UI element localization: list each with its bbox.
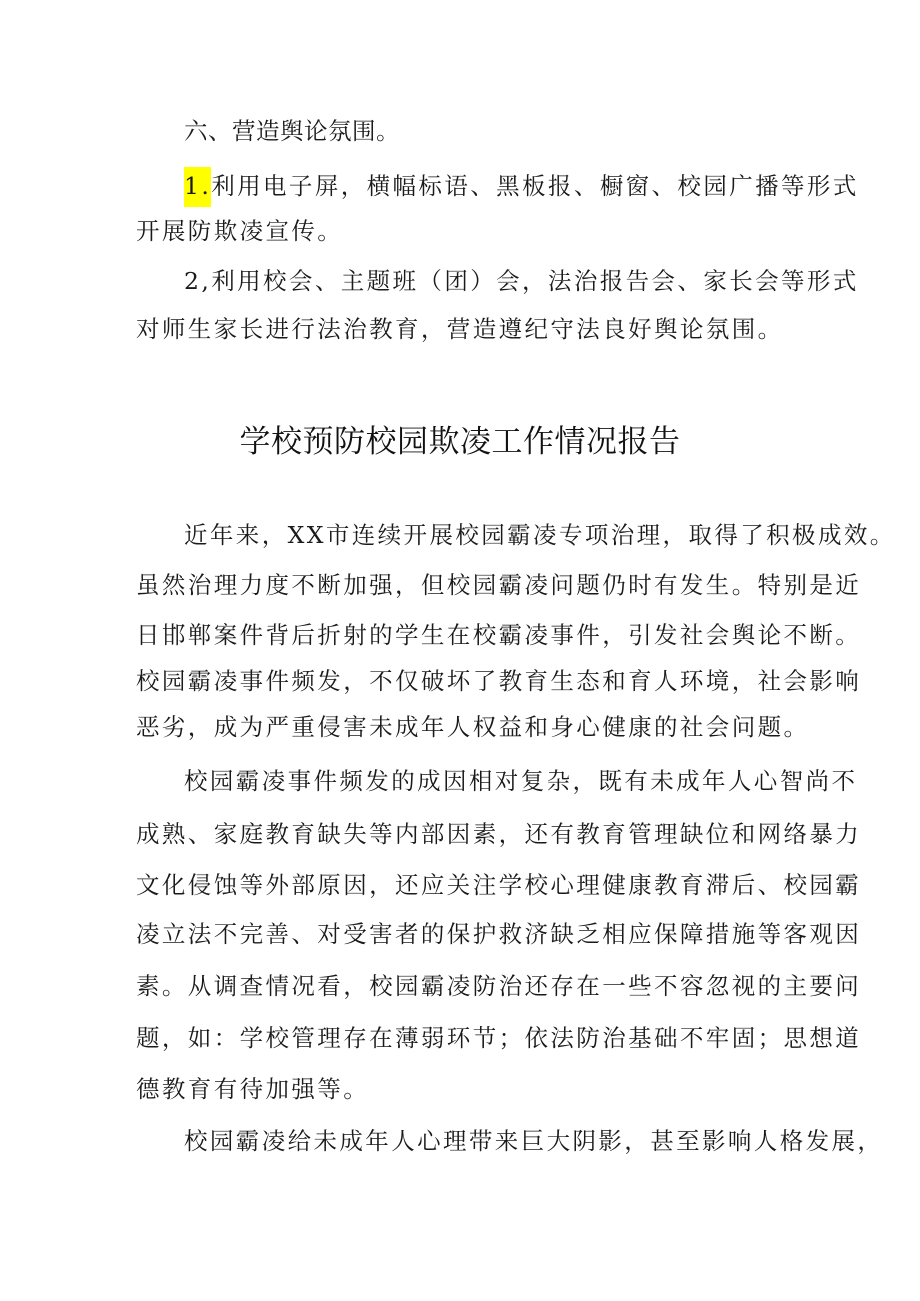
item-1-line-2: 开展防欺凌宣传。 bbox=[136, 217, 344, 245]
paragraph-1-line-3: 日邯郸案件背后折射的学生在校霸凌事件，引发社会舆论不断。 bbox=[136, 621, 862, 649]
item-1-line-1 bbox=[184, 167, 859, 207]
highlighted-number: 1. bbox=[184, 167, 211, 207]
paragraph-2-line-1: 校园霸凌事件频发的成因相对复杂，既有未成年人心智尚不 bbox=[184, 767, 858, 795]
paragraph-1-line-1: 近年来，XX市连续开展校园霸凌专项治理，取得了积极成效。 bbox=[184, 521, 896, 549]
paragraph-2-line-2: 成熟、家庭教育缺失等内部因素，还有教育管理缺位和网络暴力 bbox=[136, 820, 862, 848]
paragraph-3-line-1: 校园霸凌给未成年人心理带来巨大阴影，甚至影响人格发展， bbox=[184, 1127, 884, 1155]
paragraph-1-line-4: 校园霸凌事件频发，不仅破坏了教育生态和育人环境，社会影响 bbox=[136, 667, 862, 695]
paragraph-2-line-6: 题，如：学校管理存在薄弱环节；依法防治基础不牢固；思想道 bbox=[136, 1024, 862, 1052]
paragraph-1-line-2: 虽然治理力度不断加强，但校园霸凌问题仍时有发生。特别是近 bbox=[136, 571, 862, 599]
item-2-line-2: 对师生家长进行法治教育，营造遵纪守法良好舆论氛围。 bbox=[136, 315, 784, 343]
section-heading: 六、营造舆论氛围。 bbox=[184, 117, 400, 145]
paragraph-2-line-7: 德教育有待加强等。 bbox=[136, 1075, 370, 1103]
paragraph-2-line-4: 凌立法不完善、对受害者的保护救济缺乏相应保障措施等客观因 bbox=[136, 920, 862, 948]
document-title: 学校预防校园欺凌工作情况报告 bbox=[239, 424, 681, 460]
item-1-text: 利用电子屏，横幅标语、黑板报、橱窗、校园广播等形式 bbox=[211, 172, 859, 200]
paragraph-2-line-3: 文化侵蚀等外部原因，还应关注学校心理健康教育滞后、校园霸 bbox=[136, 871, 862, 899]
paragraph-1-line-5: 恶劣，成为严重侵害未成年人权益和身心健康的社会问题。 bbox=[136, 713, 810, 741]
item-2-line-1: 2,利用校会、主题班（团）会，法治报告会、家长会等形式 bbox=[184, 267, 859, 295]
paragraph-2-line-5: 素。从调查情况看，校园霸凌防治还存在一些不容忽视的主要问 bbox=[136, 972, 862, 1000]
